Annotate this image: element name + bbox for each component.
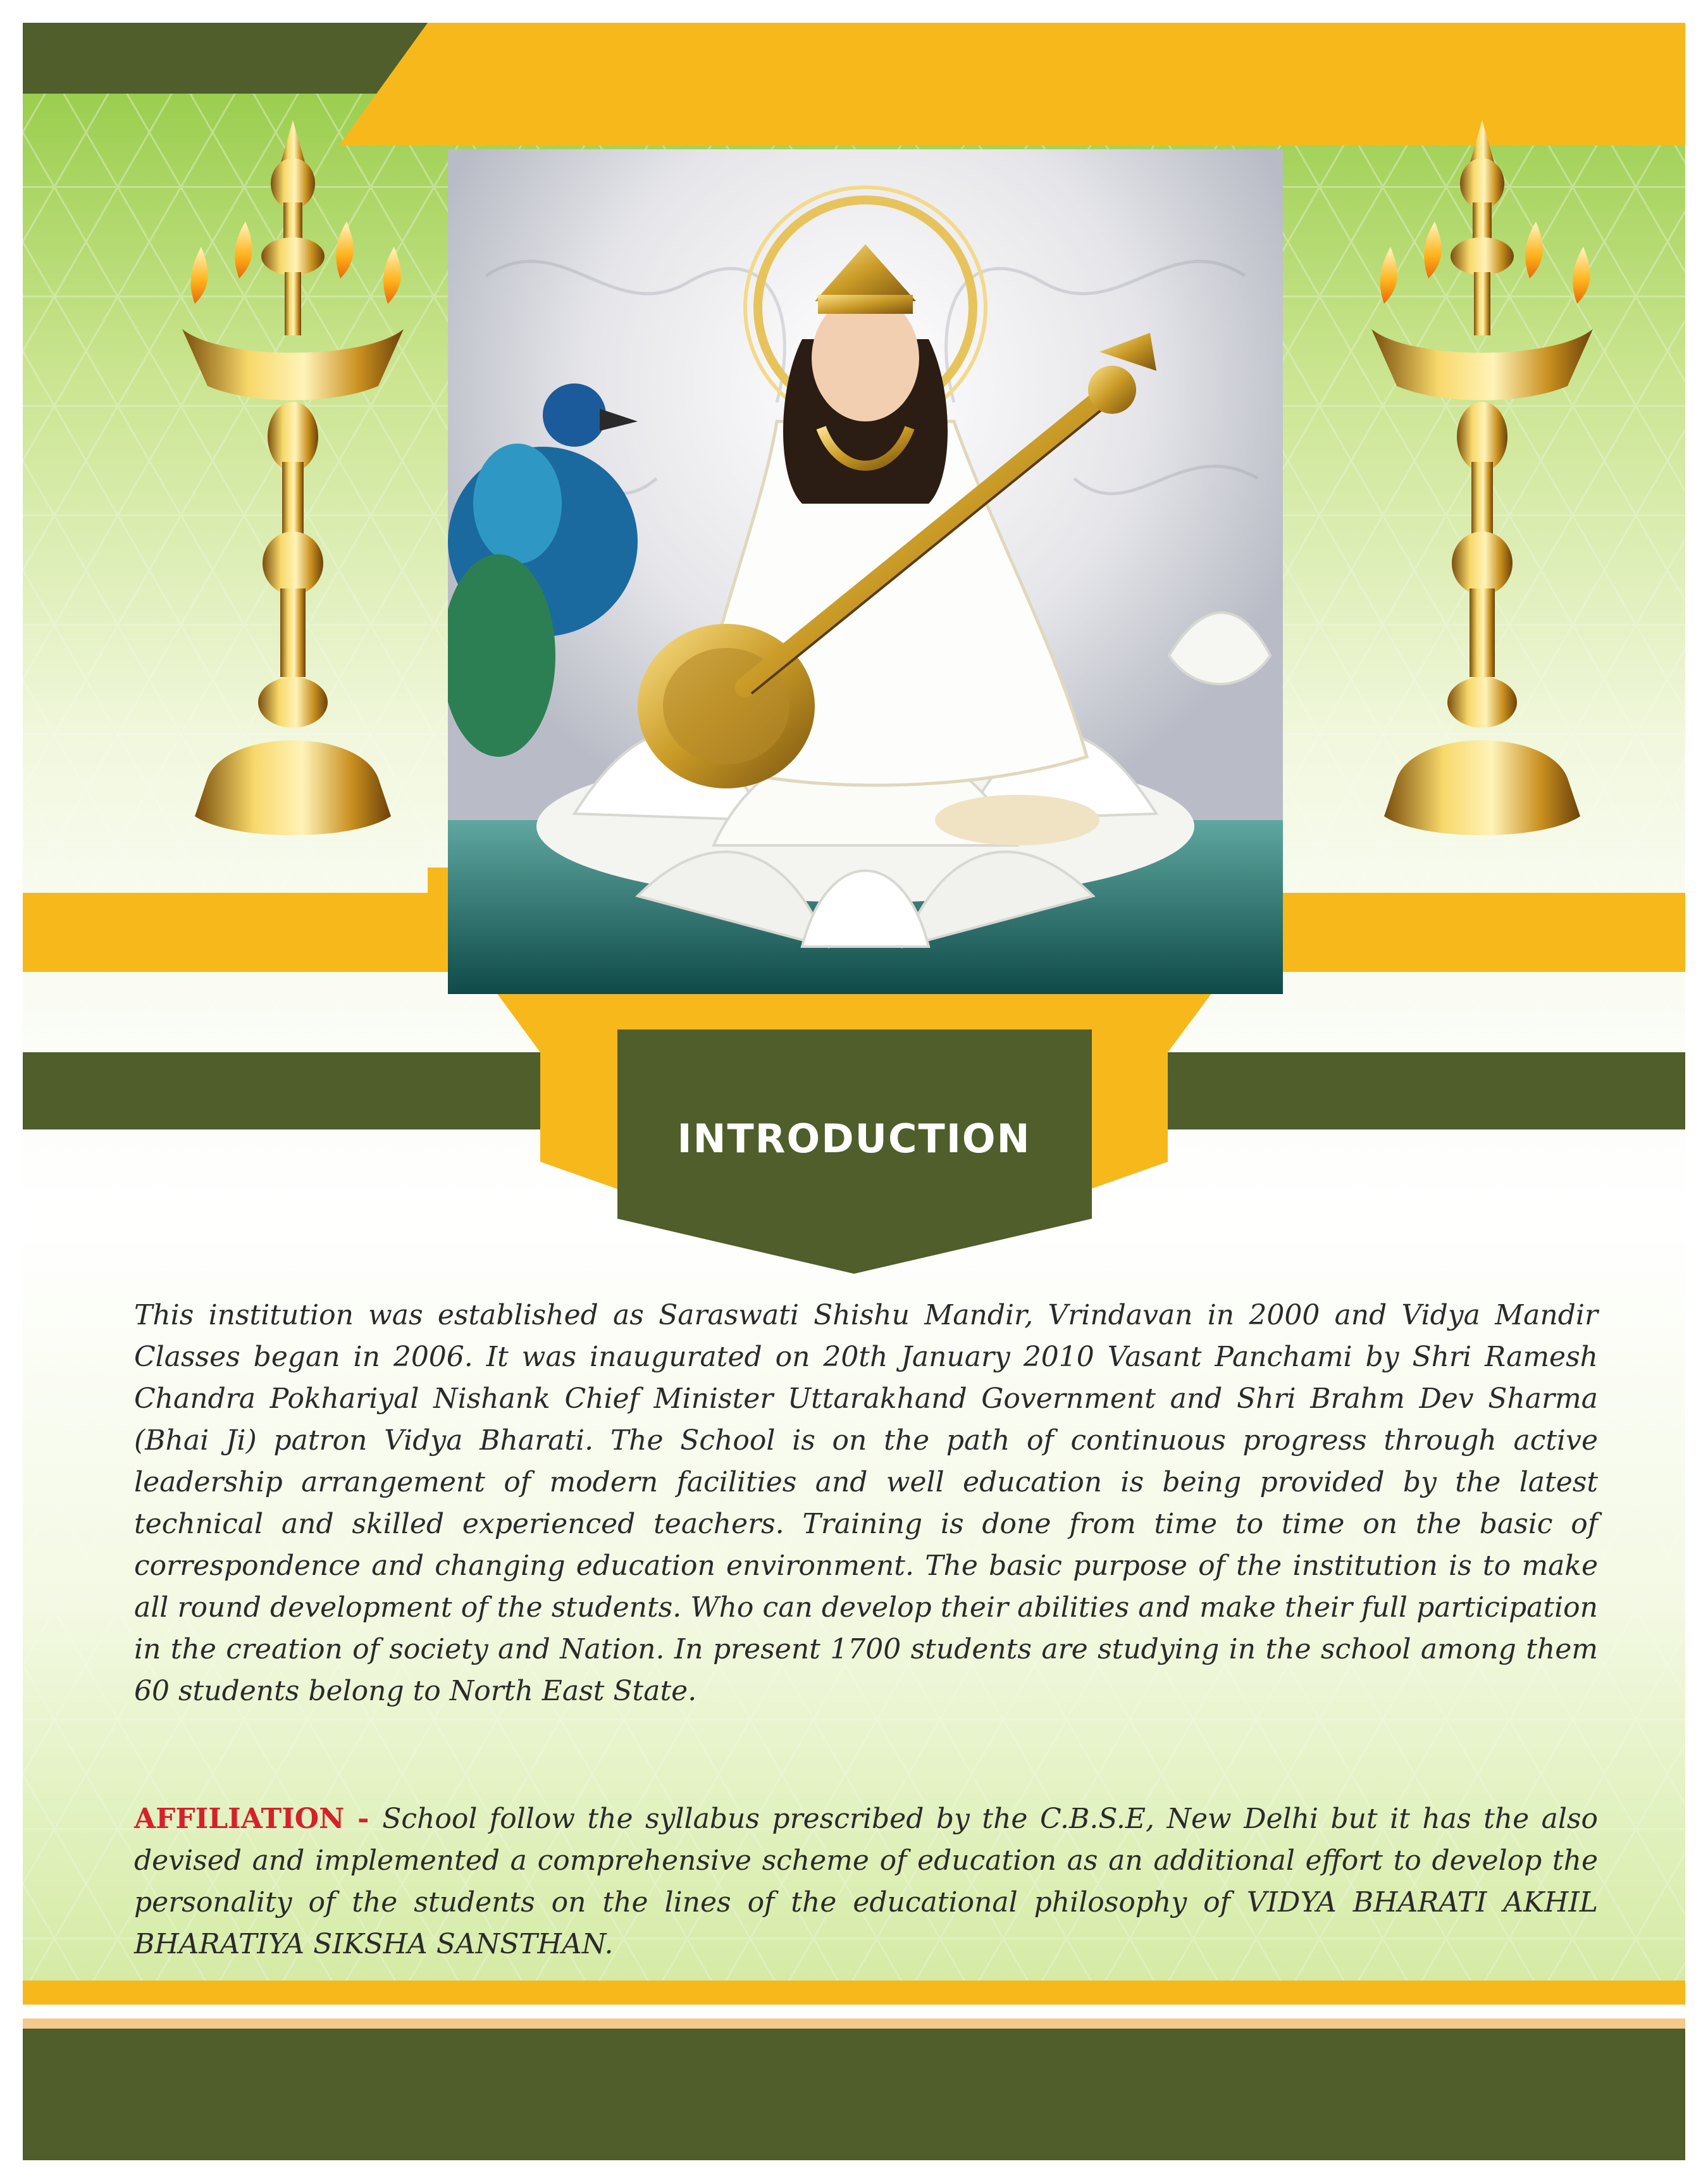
intro-paragraph: This institution was established as Saraswati Shishu Mandir, Vrindavan in 2000 and Vidya Mandir Classes began in 2006. It was inaugurated on 20th January 2010 Vasant Panchami by Shri Ramesh Chandra Pokhariyal Nishank Chief Minister Uttarakhand Government and Shri Brahm Dev Sharma (Bhai Ji) patron Vidya Bharati. The School is on the path of continuous progress through active leadership arrangement of modern facilities and well education is being provided by the latest technical and skilled experienced teachers. Training is done from time to time on the basic of correspondence and changing education environment. The basic purpose of the institution is to make all round development of the students. Who can develop their abilities and make their full participation in the creation of society and Nation. In present 1700 students are studying in the school among them 60 students belong to North East State. bbox=[134, 1299, 1598, 1707]
affiliation-paragraph bbox=[134, 1798, 1598, 1965]
page-frame bbox=[23, 23, 1685, 2160]
affiliation-body: School follow the syllabus prescribed by the C.B.S.E, New Delhi but it has the also devised and implemented a comprehensive scheme of education as an additional effort to develop the personality of the students on the lines of the educational philosophy of VIDYA BHARATI AKHIL BHARATIYA SIKSHA SANSTHAN. bbox=[134, 1803, 1598, 1960]
right-lamp-image bbox=[1359, 120, 1606, 848]
bottom-yellow-stripe bbox=[23, 1981, 1685, 2005]
section-title: INTRODUCTION bbox=[677, 1116, 1031, 1162]
bottom-green-band bbox=[23, 2029, 1685, 2160]
bottom-banner bbox=[23, 1981, 1685, 2160]
saraswati-image bbox=[448, 149, 1283, 994]
left-lamp-image bbox=[170, 120, 416, 848]
bottom-white-stripe bbox=[23, 2005, 1685, 2018]
bottom-cream-stripe bbox=[23, 2018, 1685, 2029]
affiliation-label: AFFILIATION - bbox=[134, 1803, 383, 1835]
